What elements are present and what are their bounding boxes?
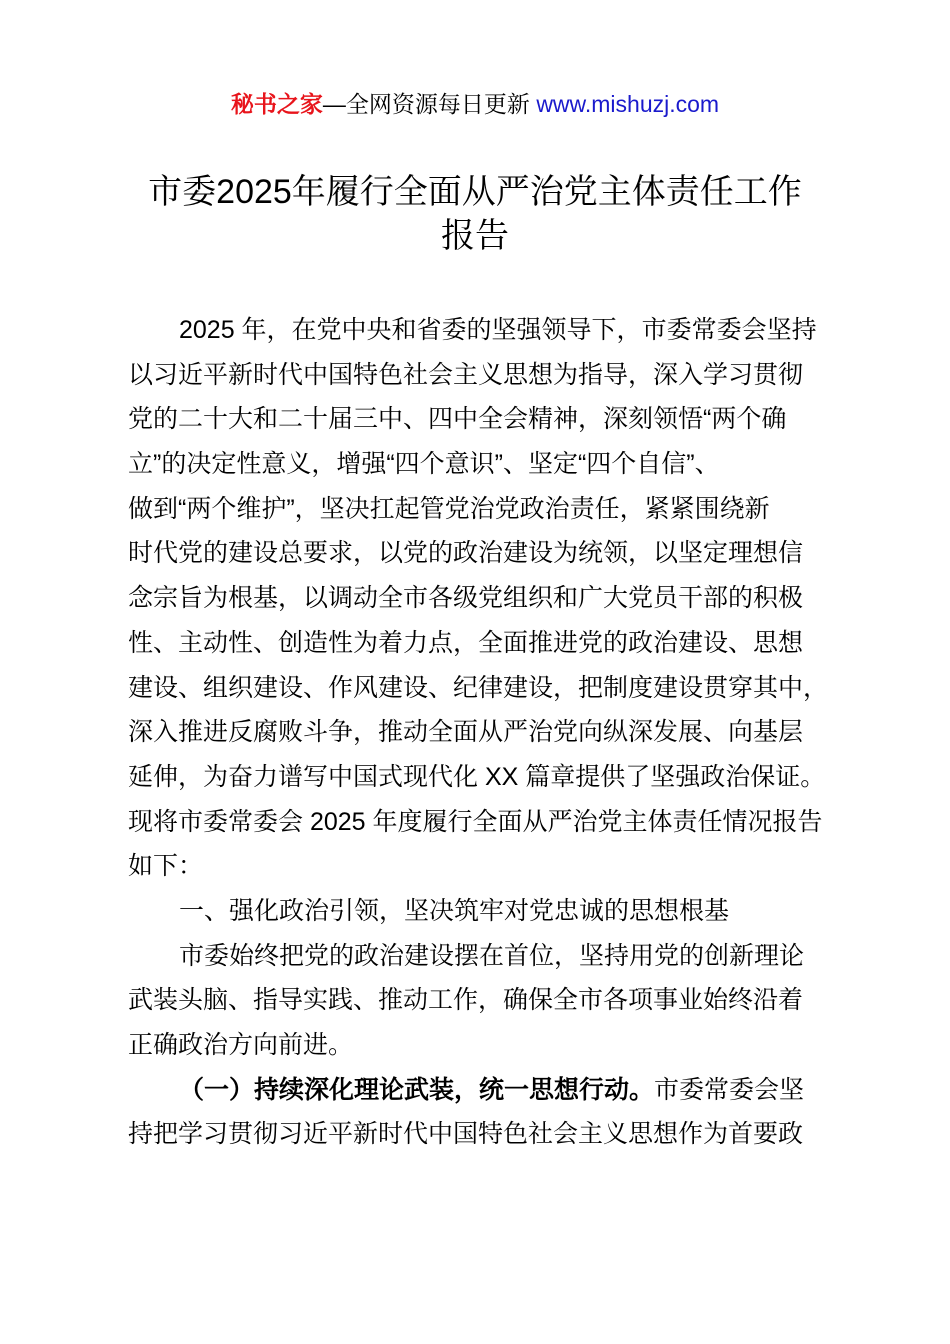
section-heading-1: 一、强化政治引领，坚决筑牢对党忠诚的思想根基 [179, 896, 730, 925]
paragraph-line: 立”的决定性意义，增强“四个意识”、坚定“四个自信”、 [128, 450, 720, 479]
site-banner [0, 88, 950, 120]
paragraph-line: 性、主动性、创造性为着力点，全面推进党的政治建设、思想 [128, 628, 804, 657]
paragraph-subsection-1-line [128, 1068, 838, 1113]
paragraph-line: 现将市委常委会 2025 年度履行全面从严治党主体责任情况报告 [128, 807, 823, 836]
title-line-2: 报告 [441, 217, 509, 255]
paragraph-intro [128, 308, 838, 889]
paragraph-line: 正确政治方向前进。 [128, 1031, 354, 1059]
paragraph-line: 念宗旨为根基，以调动全市各级党组织和广大党员干部的积极 [128, 584, 804, 613]
subsection-heading: （一）持续深化理论武装，统一思想行动。 [179, 1075, 655, 1104]
paragraph-line: 做到“两个维护”，坚决扛起管党治党政治责任，紧紧围绕新 [128, 494, 770, 523]
paragraph-line: 以习近平新时代中国特色社会主义思想为指导，深入学习贯彻 [128, 360, 804, 389]
paragraph-line: 市委始终把党的政治建设摆在首位，坚持用党的创新理论 [179, 941, 805, 970]
paragraph-line: 时代党的建设总要求，以党的政治建设为统领，以坚定理想信 [128, 539, 804, 568]
banner-tagline: —全网资源每日更新 [322, 91, 537, 117]
paragraph-line: 如下： [128, 852, 204, 881]
paragraph-line: 武装头脑、指导实践、推动工作，确保全市各项事业始终沿着 [128, 986, 804, 1015]
paragraph-line: 党的二十大和二十届三中、四中全会精神，深刻领悟“两个确 [128, 405, 787, 434]
paragraph-line: 建设、组织建设、作风建设、纪律建设，把制度建设贯穿其中， [128, 673, 829, 702]
brand-name: 秘书之家 [230, 91, 323, 117]
paragraph-section-1 [128, 934, 838, 1068]
paragraph-line: 持把学习贯彻习近平新时代中国特色社会主义思想作为首要政 [128, 1120, 804, 1149]
paragraph-line: 2025 年，在党中央和省委的坚强领导下，市委常委会坚持 [179, 316, 817, 344]
site-url-link[interactable]: www.mishuzj.com [536, 91, 720, 117]
paragraph-line: 延伸，为奋力谱写中国式现代化 XX 篇章提供了坚强政治保证。 [128, 762, 826, 791]
document-body [128, 308, 838, 1157]
document-title [100, 170, 850, 258]
text-span: 市委常委会坚 [654, 1075, 805, 1104]
paragraph-line: 深入推进反腐败斗争，推动全面从严治党向纵深发展、向基层 [128, 718, 804, 747]
title-line-1: 市委2025年履行全面从严治党主体责任工作 [148, 173, 802, 211]
